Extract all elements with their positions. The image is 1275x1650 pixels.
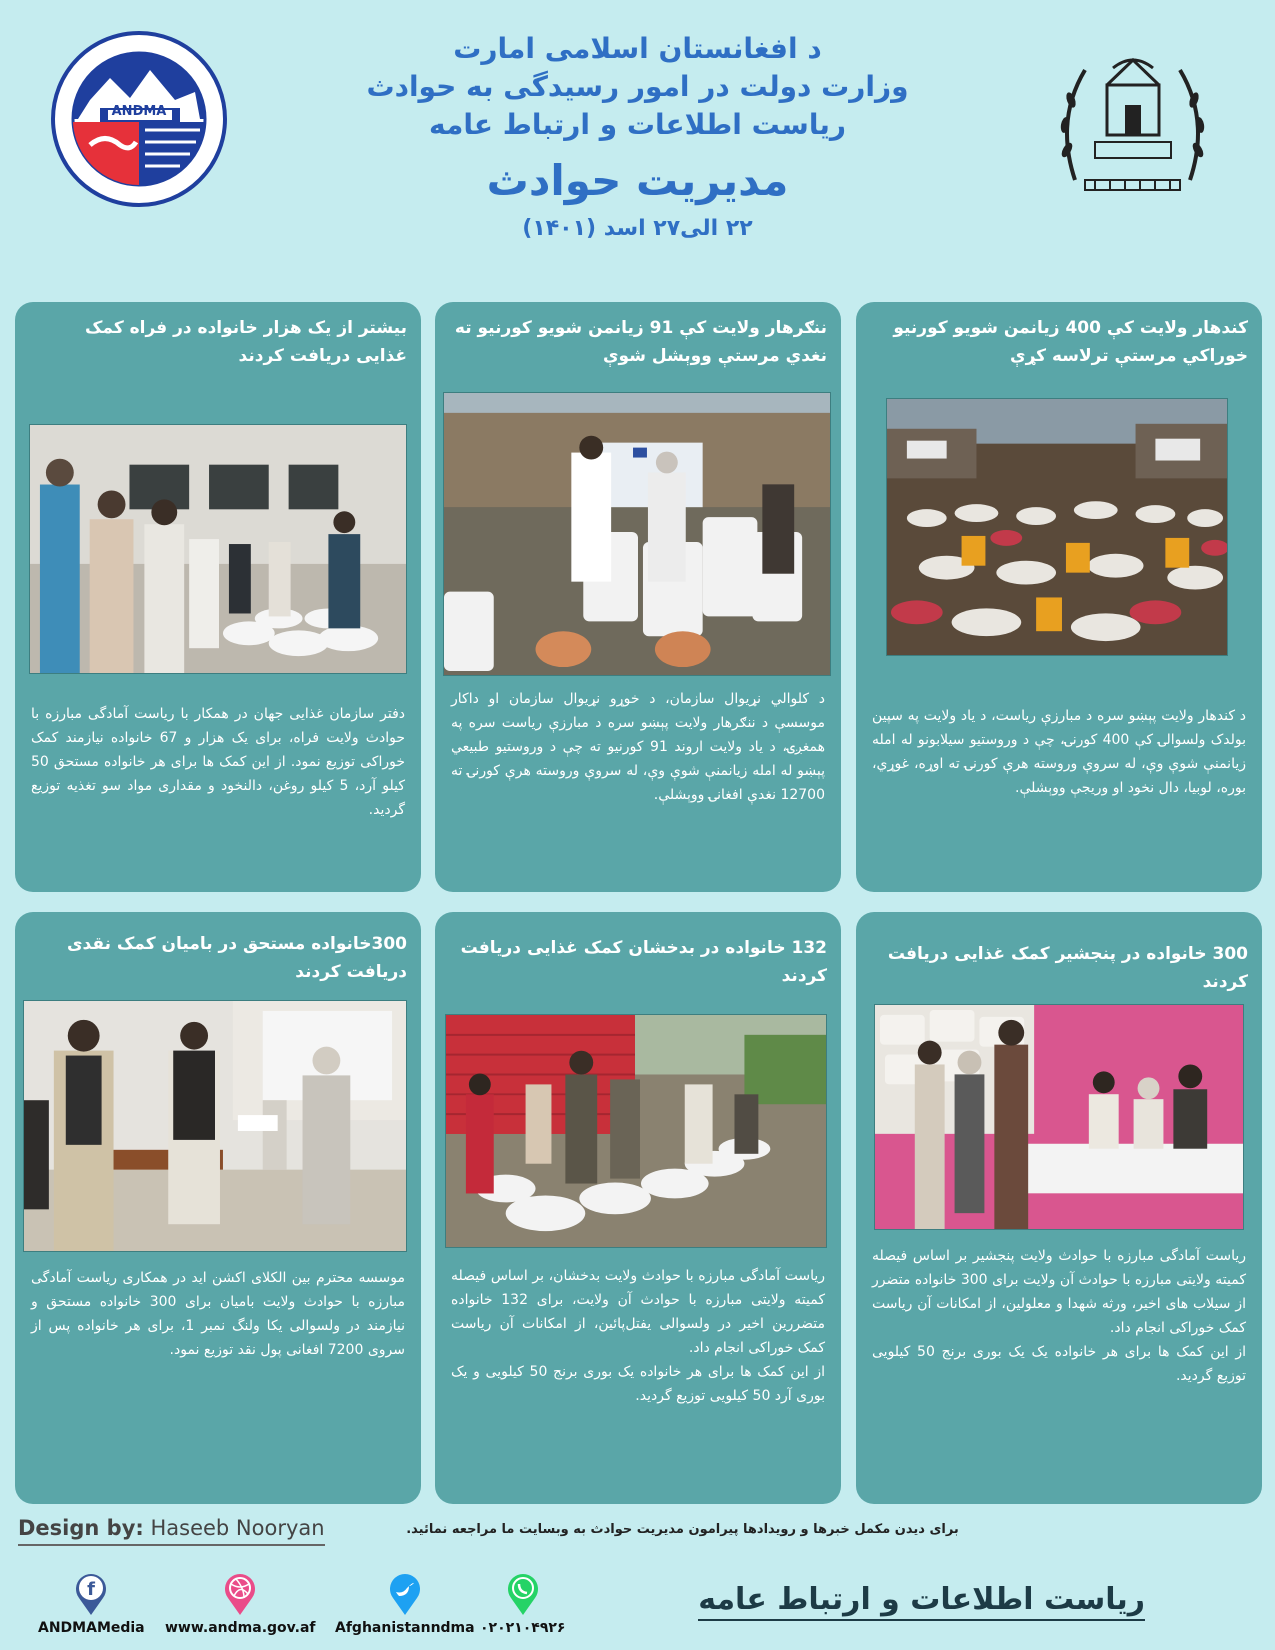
whatsapp-icon [505, 1572, 541, 1616]
card-body: ریاست آمادگی مبارزه با حوادث ولایت پنجشیر بر اساس فیصله کمیته ولایتی مبارزه با حوادث آن ولایت برای 300 خانواده متضرر از سیلاب های اخیر، ورثه شهدا و معلولین، از امکانات آن ریاست کمک خوراکی انجام داد. از این کمک ها برای هر خانواده یک یک بوری برنج 50 کیلویی توزیع گردید. [872, 1248, 1246, 1384]
card-body: دفتر سازمان غذایی جهان در همکار با ریاست آمادگی مبارزه با حوادث ولایت فراه، برای یک هزار و 67 خانواده نیازمند کمک خوراکی توزیع نمود. از این کمک ها برای هر خانواده مستحق 50 کیلو آرد، 5 کیلو روغن، دالنخود و مقداری مواد سو تغذیه توزیع گردید. [31, 706, 406, 818]
twitter-handle: Afghanistanndma [335, 1620, 475, 1636]
department-name: ریاست اطلاعات و ارتباط عامه [698, 1582, 1145, 1621]
svg-text:f: f [87, 1579, 96, 1600]
design-label: Design by: [18, 1516, 144, 1540]
card-title: 132 خانواده در بدخشان کمک غذایی دریافت کردند [460, 938, 827, 986]
header-line-2: وزارت دولت در امور رسیدگی به حوادث [366, 70, 909, 103]
social-twitter[interactable] [335, 1572, 475, 1636]
header-line-3: ریاست اطلاعات و ارتباط عامه [429, 108, 846, 141]
social-facebook[interactable] [38, 1572, 145, 1636]
website-url: www.andma.gov.af [165, 1620, 316, 1636]
card-title: ننګرهار ولایت کې 91 زیانمن شویو کورنیو ته نغدي مرستې ووېشل شوې [454, 318, 827, 366]
news-card-panjshir [856, 912, 1262, 1504]
news-card-badakhshan [435, 912, 841, 1504]
photo-cash-distribution [23, 1000, 407, 1252]
card-body: د کلوالي نړیوال سازمان، د خوړو نړیوال سازمان او داکار موسسې د ننګرهار ولایت پېښو سره د مبارزې ریاست سره په همغږۍ، د یاد ولایت اروند 91 کورنیو ته چې د وروستیو طبیعي پېښو له امله زیانمنې شوې وې، له سروې وروسته هرې کورنۍ ته 12700 نغدې افغانۍ ووېشلې. [451, 691, 825, 803]
card-body: ریاست آمادگی مبارزه با حوادث ولایت بدخشان، بر اساس فیصله کمیته ولایتی مبارزه با حوادث آن ولایت، برای 132 خانواده متضررین اخیر در ولسوالی یفتل‌پائین، از امکانات آن ریاست کمک خوراکی انجام داد. از این کمک ها برای هر خانواده یک بوری برنج 50 کیلویی و یک بوری آرد 50 کیلویی توزیع گردید. [451, 1268, 825, 1404]
header-line-1: د افغانستان اسلامی امارت [453, 32, 822, 65]
card-title: 300 خانواده در پنجشیر کمک غذایی دریافت کردند [887, 944, 1248, 992]
photo-aid-bags-field [886, 398, 1228, 656]
news-card-nangarhar [435, 302, 841, 892]
twitter-icon [387, 1572, 423, 1616]
social-whatsapp[interactable] [480, 1572, 565, 1636]
website-note: برای دیدن مکمل خبرها و رویدادها پیرامون مدیریت حوادث به وبسایت ما مراجعه نمائید. [406, 1522, 959, 1537]
dribbble-icon [222, 1572, 258, 1616]
card-title: 300خانواده مستحق در بامیان کمک نقدی دریافت کردند [66, 934, 407, 982]
photo-rice-bags [445, 1014, 827, 1248]
emirate-emblem [1045, 30, 1220, 205]
date-range: ۲۲ الی۲۷ اسد (۱۴۰۱) [522, 216, 753, 241]
photo-aid-distribution [443, 392, 831, 676]
facebook-handle: ANDMAMedia [38, 1620, 145, 1636]
card-body: د کندهار ولایت پېښو سره د مبارزې ریاست، د یاد ولایت په سپین بولدک ولسوالۍ کې 400 کورنۍ، چې د وروستیو سیلابونو له امله زیانمنې شوې وې، له سروې وروسته هرې کورنۍ ته اوړه، غوړي، بوره، لوبیا، دال نخود او وریجې ووېشلې. [872, 708, 1247, 796]
whatsapp-number: ۰۲۰۲۱۰۴۹۲۶ [480, 1620, 566, 1636]
photo-food-aid-recipients [29, 424, 407, 674]
page-title: مدیریت حوادث [486, 156, 789, 205]
page-header [270, 30, 1005, 244]
news-card-kandahar [856, 302, 1262, 892]
andma-badge-text: ANDMA [111, 104, 167, 119]
card-title: بیشتر از یک هزار خانواده در فراه کمک غذایی دریافت کردند [85, 318, 407, 366]
social-website[interactable] [165, 1572, 316, 1636]
designer-name: Haseeb Nooryan [150, 1516, 325, 1540]
news-card-bamyan [15, 912, 421, 1504]
andma-logo [50, 30, 228, 208]
designer-credit [18, 1516, 325, 1546]
photo-registration-desk [874, 1004, 1244, 1230]
card-title: کندهار ولایت کې 400 زیانمن شویو کورنیو خوراکي مرستې ترلاسه کړې [893, 318, 1248, 366]
news-card-farah [15, 302, 421, 892]
facebook-icon [73, 1572, 109, 1616]
card-body: موسسه محترم بین الکلای اکشن اید در همکاری ریاست آمادگی مبارزه با حوادث ولایت بامیان برای 300 خانواده مستحق و نیازمند در ولسوالی یکا ولنگ نمبر 1، برای هر خانواده پس از سروی 7200 افغانی پول نقد توزیع نمود. [31, 1270, 406, 1358]
